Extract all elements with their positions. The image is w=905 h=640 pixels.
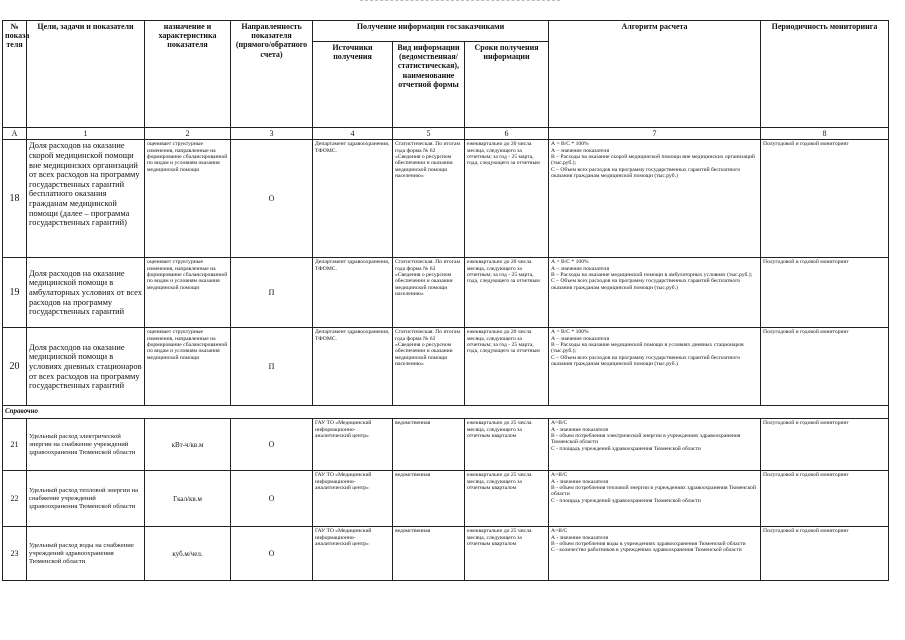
- row-number: 23: [3, 527, 27, 581]
- column-numbers-row: [3, 128, 889, 140]
- info-source: ГАУ ТО «Медицинский информационно-аналитический центр»: [313, 471, 393, 527]
- algorithm-line: В - объем потребления воды в учреждениях здравоохранения Тюменской области: [551, 541, 746, 548]
- info-source: Департамент здравоохранения, ТФОМС.: [313, 258, 393, 328]
- algorithm-line: А - значение показателя: [551, 534, 609, 541]
- indicator-name: Удельный расход электрической энергии на снабжение учреждений здравоохранения Тюменской области: [27, 419, 145, 471]
- info-deadline: ежеквартально до 25 числа месяца, следующего за отчетным кварталом: [465, 527, 549, 581]
- algorithm-line: А = В/С * 100%: [551, 329, 589, 336]
- col-number: 1: [27, 128, 145, 140]
- algorithm-line: А – значение показателя: [551, 147, 610, 154]
- header-info-group: Получение информации госзаказчиками: [313, 21, 549, 42]
- header-info-type: Вид информации (ведомственная/статистическая), наименование отчетной формы: [393, 42, 465, 128]
- col-number: А: [3, 128, 27, 140]
- algorithm-line: С - площадь учреждений здравоохранения Тюменской области: [551, 497, 701, 504]
- col-number: 8: [761, 128, 889, 140]
- algorithm-line: В – Расходы на оказание скорой медицинской помощи вне медицинских организаций (тыс.руб.);: [551, 154, 755, 167]
- indicator-name: Доля расходов на оказание медицинской помощи в амбулаторных условиях от всех расходов на программу государственных гарантий: [27, 258, 145, 328]
- table-row: [3, 328, 889, 406]
- algorithm-line: А - значение показателя: [551, 426, 609, 433]
- col-number: 7: [549, 128, 761, 140]
- row-number: 18: [3, 140, 27, 258]
- monitoring-period: Полугодовой и годовой мониторинг: [761, 140, 889, 258]
- scan-artifact-line: [360, 0, 560, 2]
- indicator-unit: Гкал/кв.м: [145, 471, 231, 527]
- calc-algorithm: [549, 258, 761, 328]
- calc-algorithm: [549, 328, 761, 406]
- info-source: ГАУ ТО «Медицинский информационно-аналитический центр»: [313, 419, 393, 471]
- monitoring-period: Полугодовой и годовой мониторинг: [761, 419, 889, 471]
- info-type: ведомственная: [393, 419, 465, 471]
- indicator-direction: О: [231, 527, 313, 581]
- calc-algorithm: [549, 419, 761, 471]
- algorithm-line: В – Расходы на оказание медицинской помощи в амбулаторных условиях (тыс.руб.);: [551, 272, 753, 279]
- section-label: Справочно: [3, 406, 889, 419]
- col-number: 4: [313, 128, 393, 140]
- indicator-direction: О: [231, 471, 313, 527]
- algorithm-line: А – значение показателя: [551, 335, 610, 342]
- algorithm-line: А = В/С * 100%: [551, 259, 589, 266]
- indicator-name: Удельный расход воды на снабжение учреждений здравоохранения Тюменской области: [27, 527, 145, 581]
- algorithm-line: А=В/С: [551, 472, 568, 479]
- info-type: Статистическая. По итогам года форма № 62 «Сведения о ресурсном обеспечении и оказании медицинской помощи населению»: [393, 258, 465, 328]
- algorithm-line: В - объем потребления электрической энергии в учреждениях здравоохранения Тюменской области: [551, 433, 741, 446]
- algorithm-line: В - объем потребления тепловой энергии в учреждениях здравоохранения Тюменской области: [551, 485, 756, 498]
- info-type: ведомственная: [393, 527, 465, 581]
- indicator-unit: кВт-ч/кв.м: [145, 419, 231, 471]
- row-number: 19: [3, 258, 27, 328]
- header-periodicity: Периодичность мониторинга: [761, 21, 889, 128]
- info-deadline: ежеквартально до 20 числа месяца, следующего за отчетным; за год - 25 марта, года, следующего за отчетным: [465, 258, 549, 328]
- algorithm-line: С – Объем всех расходов на программу государственных гарантий бесплатного оказания гражданам медицинской помощи (тыс.руб.): [551, 166, 741, 180]
- algorithm-line: А = В/С * 100%: [551, 141, 589, 148]
- info-deadline: ежеквартально до 25 числа месяца, следующего за отчетным кварталом: [465, 471, 549, 527]
- calc-algorithm: [549, 471, 761, 527]
- info-deadline: ежеквартально до 20 числа месяца, следующего за отчетным; за год - 25 марта, года, следующего за отчетным: [465, 140, 549, 258]
- indicator-purpose: оценивает структурные изменения, направленные на формирование сбалансированной по видам и условиям оказания медицинской помощи: [145, 258, 231, 328]
- info-type: Статистическая. По итогам года форма № 62 «Сведения о ресурсном обеспечении и оказании медицинской помощи населению»: [393, 140, 465, 258]
- header-row-1: [3, 21, 889, 42]
- col-number: 6: [465, 128, 549, 140]
- header-algorithm: Алгоритм расчета: [549, 21, 761, 128]
- table-row: [3, 527, 889, 581]
- indicator-purpose: оценивает структурные изменения, направленные на формирование сбалансированной по видам и условиям оказания медицинской помощи: [145, 328, 231, 406]
- col-number: 5: [393, 128, 465, 140]
- indicator-name: Доля расходов на оказание медицинской помощи в условиях дневных стационаров от всех расходов на программу государственных гарантий: [27, 328, 145, 406]
- header-direction: Направленность показателя (прямого/обратного счета): [231, 21, 313, 128]
- monitoring-period: Полугодовой и годовой мониторинг: [761, 328, 889, 406]
- algorithm-line: С – Объем всех расходов на программу государственных гарантий бесплатного оказания гражданам медицинской помощи (тыс.руб.): [551, 278, 741, 291]
- section-row: [3, 406, 889, 419]
- indicator-purpose: оценивает структурные изменения, направленные на формирование сбалансированной по видам и условиям оказания медицинской помощи: [145, 140, 231, 258]
- info-source: Департамент здравоохранения, ТФОМС.: [313, 140, 393, 258]
- table-row: [3, 140, 889, 258]
- info-source: ГАУ ТО «Медицинский информационно-аналитический центр»: [313, 527, 393, 581]
- col-number: 3: [231, 128, 313, 140]
- indicator-unit: куб.м/чел.: [145, 527, 231, 581]
- row-number: 22: [3, 471, 27, 527]
- algorithm-line: А - значение показателя: [551, 478, 609, 485]
- algorithm-line: С – Объем всех расходов на программу государственных гарантий бесплатного оказания гражданам медицинской помощи (тыс.руб.): [551, 354, 741, 368]
- info-type: Статистическая. По итогам года форма № 62 «Сведения о ресурсном обеспечении и оказании медицинской помощи населению»: [393, 328, 465, 406]
- indicator-direction: О: [231, 419, 313, 471]
- table-row: [3, 258, 889, 328]
- table-row: [3, 419, 889, 471]
- monitoring-period: Полугодовой и годовой мониторинг: [761, 527, 889, 581]
- table-row: [3, 471, 889, 527]
- header-sources: Источники получения: [313, 42, 393, 128]
- monitoring-period: Полугодовой и годовой мониторинг: [761, 258, 889, 328]
- header-purpose: назначение и характеристика показателя: [145, 21, 231, 128]
- col-number: 2: [145, 128, 231, 140]
- indicator-name: Удельный расход тепловой энергии на снабжение учреждений здравоохранения Тюменской области: [27, 471, 145, 527]
- calc-algorithm: [549, 527, 761, 581]
- algorithm-line: С - площадь учреждений здравоохранения Тюменской области: [551, 445, 701, 452]
- info-deadline: ежеквартально до 25 числа месяца, следующего за отчетным кварталом: [465, 419, 549, 471]
- indicator-direction: П: [231, 258, 313, 328]
- row-number: 20: [3, 328, 27, 406]
- row-number: 21: [3, 419, 27, 471]
- monitoring-period: Полугодовой и годовой мониторинг: [761, 471, 889, 527]
- algorithm-line: С - количество работников в учреждениях здравоохранения Тюменской области: [551, 547, 742, 554]
- algorithm-line: А=В/С: [551, 420, 568, 427]
- info-type: ведомственная: [393, 471, 465, 527]
- indicator-direction: О: [231, 140, 313, 258]
- algorithm-line: В – Расходы на оказание медицинской помощи в условиях дневных стационаров (тыс.руб.);: [551, 342, 744, 355]
- info-deadline: ежеквартально до 20 числа месяца, следующего за отчетным; за год - 25 марта, года, следующего за отчетным: [465, 328, 549, 406]
- info-source: Департамент здравоохранения, ТФОМС.: [313, 328, 393, 406]
- header-goals: Цели, задачи и показатели: [27, 21, 145, 128]
- algorithm-line: А=В/С: [551, 528, 568, 535]
- indicator-direction: П: [231, 328, 313, 406]
- calc-algorithm: [549, 140, 761, 258]
- indicator-name: Доля расходов на оказание скорой медицинской помощи вне медицинских организаций от всех расходов на программу государственных гарантий бесплатного оказания гражданам медицинской помощи (далее – программа государственных гарантий): [27, 140, 145, 258]
- header-deadlines: Сроки получения информации: [465, 42, 549, 128]
- algorithm-line: А – значение показателя: [551, 265, 610, 272]
- header-num: № показа теля: [3, 21, 27, 128]
- indicators-table: [2, 20, 889, 581]
